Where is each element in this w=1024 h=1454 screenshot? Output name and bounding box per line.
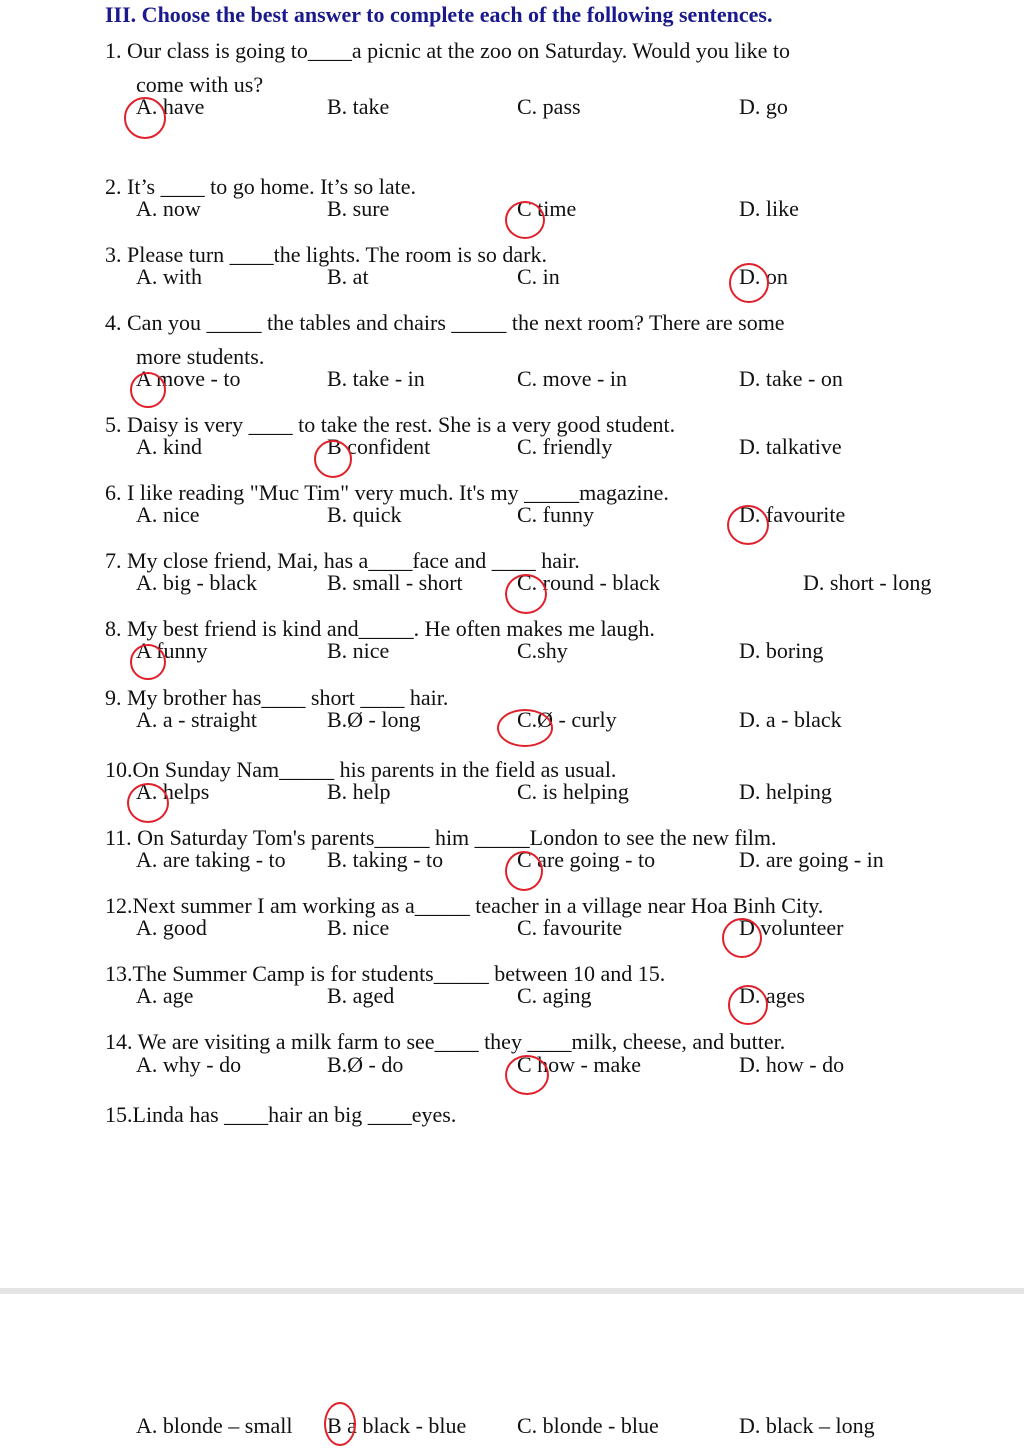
question-12-line: 12.Next summer I am working as a_____ teacher in a village near Hoa Binh City. — [105, 893, 824, 918]
question-7-line: 7. My close friend, Mai, has a____face and ____ hair. — [105, 548, 580, 573]
question-3-option-b[interactable]: B. at — [327, 264, 369, 289]
question-4-option-d[interactable]: D. take - on — [739, 366, 843, 391]
question-7-option-c[interactable]: C. round - black — [517, 570, 660, 595]
question-2-option-c[interactable]: C time — [517, 196, 577, 221]
question-13-option-a[interactable]: A. age — [136, 983, 194, 1008]
question-8-line: 8. My best friend is kind and_____. He often makes me laugh. — [105, 616, 655, 641]
question-1-option-b[interactable]: B. take — [327, 94, 390, 119]
question-6-line: 6. I like reading "Muc Tim" very much. It's my _____magazine. — [105, 480, 669, 505]
question-3-option-d[interactable]: D. on — [739, 264, 788, 289]
question-4-option-b[interactable]: B. take - in — [327, 366, 425, 391]
question-6-option-d[interactable]: D. favourite — [739, 502, 846, 527]
question-15-option-c[interactable]: C. blonde - blue — [517, 1413, 659, 1438]
question-15-option-d[interactable]: D. black – long — [739, 1413, 875, 1438]
question-4-option-c[interactable]: C. move - in — [517, 366, 627, 391]
question-14-option-c[interactable]: C how - make — [517, 1052, 642, 1077]
question-12-option-a[interactable]: A. good — [136, 915, 207, 940]
question-15-option-a[interactable]: A. blonde – small — [136, 1413, 293, 1438]
question-10-option-b[interactable]: B. help — [327, 779, 391, 804]
question-11-option-b[interactable]: B. taking - to — [327, 847, 444, 872]
question-5-option-b[interactable]: B confident — [327, 434, 431, 459]
question-10-option-c[interactable]: C. is helping — [517, 779, 629, 804]
question-5-line: 5. Daisy is very ____ to take the rest. She is a very good student. — [105, 412, 676, 437]
question-14-option-a[interactable]: A. why - do — [136, 1052, 242, 1077]
question-10-option-d[interactable]: D. helping — [739, 779, 832, 804]
question-4-line: 4. Can you _____ the tables and chairs _____ the next room? There are some — [105, 310, 785, 335]
question-6-option-c[interactable]: C. funny — [517, 502, 594, 527]
question-9-option-a[interactable]: A. a - straight — [136, 707, 257, 732]
question-14-line: 14. We are visiting a milk farm to see____ they ____milk, cheese, and butter. — [105, 1029, 786, 1054]
question-9-line: 9. My brother has____ short ____ hair. — [105, 685, 449, 710]
question-15-option-b[interactable]: B a black - blue — [327, 1413, 467, 1438]
question-11-line: 11. On Saturday Tom's parents_____ him _____London to see the new film. — [105, 825, 777, 850]
question-13-option-c[interactable]: C. aging — [517, 983, 592, 1008]
question-8-option-b[interactable]: B. nice — [327, 638, 390, 663]
question-1-option-d[interactable]: D. go — [739, 94, 788, 119]
question-1-option-a[interactable]: A. have — [136, 94, 205, 119]
question-15-line: 15.Linda has ____hair an big ____eyes. — [105, 1102, 457, 1127]
question-1-line: 1. Our class is going to____a picnic at the zoo on Saturday. Would you like to — [105, 38, 791, 63]
page-divider — [0, 1288, 1024, 1294]
question-11-option-a[interactable]: A. are taking - to — [136, 847, 286, 872]
question-7-option-b[interactable]: B. small - short — [327, 570, 463, 595]
question-10-line: 10.On Sunday Nam_____ his parents in the field as usual. — [105, 757, 617, 782]
question-11-option-c[interactable]: C are going - to — [517, 847, 656, 872]
question-14-option-b[interactable]: B.Ø - do — [327, 1052, 404, 1077]
question-5-option-a[interactable]: A. kind — [136, 434, 202, 459]
question-3-option-c[interactable]: C. in — [517, 264, 560, 289]
question-2-option-a[interactable]: A. now — [136, 196, 201, 221]
question-12-option-d[interactable]: D volunteer — [739, 915, 844, 940]
question-1-line: come with us? — [136, 72, 264, 97]
question-13-option-b[interactable]: B. aged — [327, 983, 395, 1008]
question-9-option-b[interactable]: B.Ø - long — [327, 707, 421, 732]
question-5-option-c[interactable]: C. friendly — [517, 434, 613, 459]
page-title: III. Choose the best answer to complete each of the following sentences. — [105, 2, 773, 27]
question-7-option-a[interactable]: A. big - black — [136, 570, 257, 595]
question-6-option-a[interactable]: A. nice — [136, 502, 200, 527]
question-1-option-c[interactable]: C. pass — [517, 94, 581, 119]
question-2-option-d[interactable]: D. like — [739, 196, 799, 221]
question-12-option-c[interactable]: C. favourite — [517, 915, 623, 940]
question-3-line: 3. Please turn ____the lights. The room is so dark. — [105, 242, 547, 267]
question-2-option-b[interactable]: B. sure — [327, 196, 390, 221]
question-13-option-d[interactable]: D. ages — [739, 983, 805, 1008]
question-2-line: 2. It’s ____ to go home. It’s so late. — [105, 174, 417, 199]
question-4-option-a[interactable]: A move - to — [136, 366, 241, 391]
question-8-option-c[interactable]: C.shy — [517, 638, 568, 663]
question-9-option-d[interactable]: D. a - black — [739, 707, 842, 732]
question-4-line: more students. — [136, 344, 265, 369]
question-9-option-c[interactable]: C.Ø - curly — [517, 707, 617, 732]
question-6-option-b[interactable]: B. quick — [327, 502, 402, 527]
question-11-option-d[interactable]: D. are going - in — [739, 847, 884, 872]
question-12-option-b[interactable]: B. nice — [327, 915, 390, 940]
question-14-option-d[interactable]: D. how - do — [739, 1052, 845, 1077]
question-10-option-a[interactable]: A. helps — [136, 779, 210, 804]
question-8-option-a[interactable]: A funny — [136, 638, 208, 663]
question-7-option-d[interactable]: D. short - long — [803, 570, 932, 595]
question-8-option-d[interactable]: D. boring — [739, 638, 824, 663]
question-5-option-d[interactable]: D. talkative — [739, 434, 842, 459]
question-13-line: 13.The Summer Camp is for students_____ between 10 and 15. — [105, 961, 666, 986]
question-3-option-a[interactable]: A. with — [136, 264, 202, 289]
